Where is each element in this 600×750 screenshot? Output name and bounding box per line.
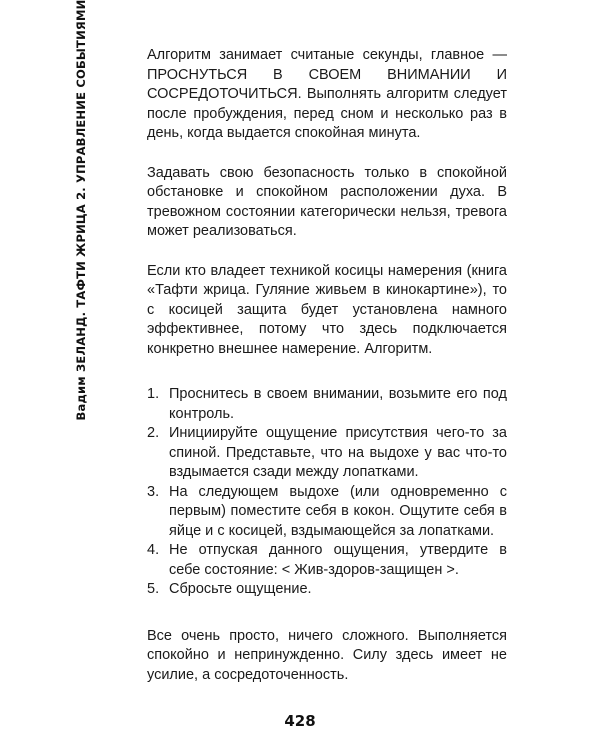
list-item bbox=[147, 483, 507, 542]
step-text: На следующем выдохе (или одновременно с первым) поместите себя в кокон. Ощутите себя в яйце и с косицей, вздымающейся за лопатками. bbox=[169, 483, 507, 539]
paragraph-algorithm-intro: Алгоритм занимает считаные секунды, главное — ПРОСНУТЬСЯ В СВОЕМ ВНИМАНИИ И СОСРЕДОТОЧИТЬСЯ. Выполнять алгоритм следует после пробуждения, перед сном и несколько раз в день, когда выдается спокойная минута. bbox=[147, 47, 507, 141]
step-number: 3. bbox=[147, 483, 160, 500]
page-body bbox=[147, 46, 507, 685]
list-item bbox=[147, 424, 507, 483]
list-item bbox=[147, 541, 507, 580]
paragraph-safety: Задавать свою безопасность только в спокойной обстановке и спокойном расположении духа. В тревожном состоянии категорически нельзя, тревога может реализоваться. bbox=[147, 164, 507, 239]
running-header bbox=[68, 0, 93, 421]
step-text: Инициируйте ощущение присутствия чего-то за спиной. Представьте, что на выдохе у вас что-то вздымается сзади между лопатками. bbox=[169, 425, 507, 480]
running-header-text: Вадим ЗЕЛАНД. ТАФТИ ЖРИЦА 2. УПРАВЛЕНИЕ СОБЫТИЯМИ bbox=[73, 0, 88, 421]
paragraph-braid-technique: Если кто владеет техникой косицы намерения (книга «Тафти жрица. Гуляние живьем в кинокартине»), то с косицей защита будет установлена намного эффективнее, потому что здесь подключается конкретно внешнее намерение. Алгоритм. bbox=[147, 262, 507, 357]
step-number: 2. bbox=[147, 425, 160, 441]
algorithm-steps-list bbox=[147, 385, 507, 600]
step-text: Сбросьте ощущение. bbox=[169, 581, 312, 597]
paragraph-closing: Все очень просто, ничего сложного. Выполняется спокойно и непринужденно. Силу здесь имеет не усилие, а сосредоточенность. bbox=[147, 627, 507, 683]
step-number: 1. bbox=[147, 386, 160, 402]
step-number: 4. bbox=[147, 542, 160, 558]
list-item bbox=[147, 580, 507, 600]
step-text: Не отпуская данного ощущения, утвердите в себе состояние: < Жив-здоров-защищен >. bbox=[169, 542, 507, 578]
list-item bbox=[147, 385, 507, 424]
page-number: 428 bbox=[284, 712, 316, 730]
step-text: Проснитесь в своем внимании, возьмите его под контроль. bbox=[169, 386, 507, 422]
step-number: 5. bbox=[147, 581, 160, 597]
